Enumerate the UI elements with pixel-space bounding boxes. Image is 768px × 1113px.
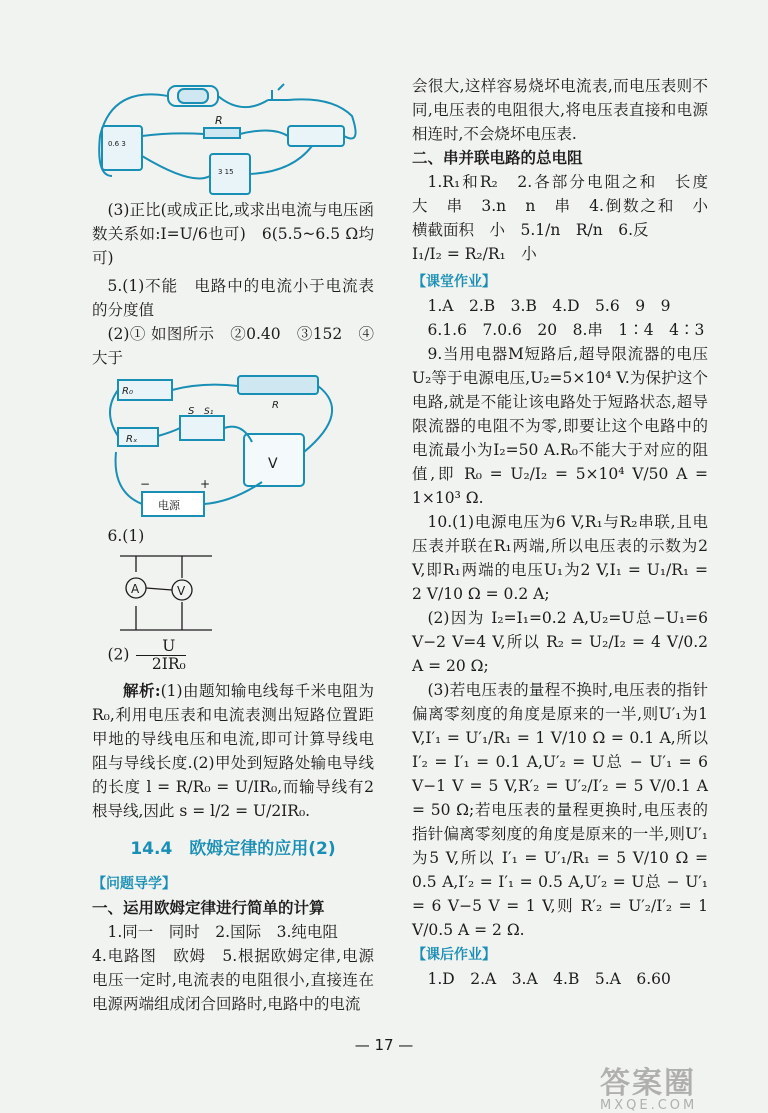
fig2-v-label: V: [268, 456, 278, 472]
classwork-answer-10-2: (2)因为 I₂=I₁=0.2 A,U₂=U总−U₁=6 V−2 V=4 V,所以 R₂ = U₂/I₂ = 4 V/0.2 A = 20 Ω;: [412, 609, 708, 675]
fig1-r-label: R: [215, 114, 223, 127]
fig2-plus-label: +: [200, 477, 211, 491]
series-parallel-answers: 1.R₁和R₂ 2.各部分电阻之和 长度 大 串 3.n n 串 4.倒数之和 小 横截面积 小 5.1/n R/n 6.反: [412, 173, 724, 239]
fig1-volt-scale: 3 15: [218, 168, 234, 176]
answer-6-2-prefix: (2): [107, 645, 130, 664]
page-number: — 17 —: [354, 1036, 414, 1054]
answer-6-1: 6.(1): [107, 527, 145, 545]
subsection-1-title: 一、运用欧姆定律进行简单的计算: [92, 898, 325, 917]
fig2-r0-label: R₀: [122, 386, 133, 397]
answer-5-2: (2)① 如图所示 ②0.40 ③152 ④大于: [92, 325, 374, 367]
fig3-ammeter-label: A: [131, 582, 140, 596]
watermark-logo: [600, 1058, 760, 1113]
analysis-paragraph: [92, 679, 374, 823]
circuit-figure-2: [92, 372, 374, 522]
series-parallel-answers-end: I₁/I₂ = R₂/R₁ 小: [412, 245, 537, 263]
watermark-text: 答案圈: [600, 1066, 696, 1101]
watermark-url: MXQE.COM: [600, 1098, 698, 1113]
answer-6-2: [92, 638, 374, 673]
fig2-minus-label: −: [140, 477, 151, 491]
guide-answers-4: 4.电路图 欧姆 5.根据欧姆定律,电源电压一定时,电流表的电阻很小,直接连在电源两端组成闭合回路时,电路中的电流: [92, 947, 374, 1013]
fig2-s-label: S: [188, 406, 195, 417]
fig1-ammeter-scale: 0.6 3: [108, 140, 126, 148]
fig2-source-label: 电源: [158, 499, 180, 512]
answer-6-2-numerator: U: [136, 638, 185, 656]
circuit-figure-3: [92, 550, 374, 636]
answer-5-1: 5.(1)不能 电路中的电流小于电流表的分度值: [92, 277, 374, 319]
fig2-r-label: R: [272, 400, 279, 411]
fig2-rx-label: Rₓ: [126, 434, 138, 445]
analysis-label: 解析:: [123, 681, 161, 700]
classwork-answer-9: 9.当用电器M短路后,超导限流器的电压U₂等于电源电压,U₂=5×10⁴ V.为保护这个电路,就是不能让该电路处于短路状态,超导限流器的电阻不为零,即要让这个电路中的电流最小为I₂=50 A.R₀不能大于对应的阻值,即 R₀ = U₂/I₂ = 5×10⁴ V/50 A = 1×10³ Ω.: [412, 345, 708, 507]
fig3-voltmeter-label: V: [177, 584, 186, 598]
right-column: [412, 74, 724, 991]
classwork-answer-10-3: (3)若电压表的量程不换时,电压表的指针偏离零刻度的角度是原来的一半,则U′₁为1 V,I′₁ = U′₁/R₁ = 1 V/10 Ω = 0.1 A,所以 I′₂ = I′₁ = 0.1 A,U′₂ = U总 − U′₁ = 6 V−1 V = 5 V,R′₂ = U′₂/I′₂ = 5 V/0.1 A = 50 Ω;若电压表的量程更换时,电压表的指针偏离零刻度的角度是原来的一半,则U′₁为5 V,所以 I′₁ = U′₁/R₁ = 5 V/10 Ω = 0.5 A,I′₂ = I′₁ = 0.5 A,U′₂ = U总 − U′₁ = 6 V−5 V = 1 V,则 R′₂ = U′₂/I′₂ = 1 V/0.5 A = 2 Ω.: [412, 681, 708, 939]
classwork-answer-10-1: 10.(1)电源电压为6 V,R₁与R₂串联,且电压表并联在R₁两端,所以电压表的示数为2 V,即R₁两端的电压U₁为2 V,I₁ = U₁/R₁ = 2 V/10 Ω = 0.2 A;: [412, 513, 708, 603]
problem-guide-tag: 【问题导学】: [92, 876, 176, 892]
analysis-text: (1)由题知输电线每千米电阻为R₀,利用电压表和电流表测出短路位置距甲地的导线电压和电流,即可计算导线电阻与导线长度.(2)甲处到短路处输电导线的长度 l = R/R₀ = U/IR₀,而输导线有2根导线,因此 s = l/2 = U/2IR₀.: [92, 682, 374, 820]
answer-6-2-denominator: 2IR₀: [151, 655, 186, 673]
subsection-2-title: 二、串并联电路的总电阻: [412, 148, 583, 167]
circuit-figure-1: [92, 76, 374, 196]
homework-tag: 【课后作业】: [412, 947, 496, 963]
guide-answers-continued: 会很大,这样容易烧坏电流表,而电压表则不同,电压表的电阻很大,将电压表直接和电源相连时,不会烧坏电压表.: [412, 77, 708, 143]
classwork-answers-6: 6.1.6 7.0.6 20 8.串 1∶4 4∶3: [427, 321, 705, 339]
answer-4-3: (3)正比(或成正比,或求出电流与电压函数关系如:I=U/6也可) 6(5.5~6.5 Ω均可): [92, 201, 374, 267]
answer-6-2-fraction: [136, 638, 185, 673]
classwork-tag: 【课堂作业】: [412, 274, 496, 290]
homework-answers: 1.D 2.A 3.A 4.B 5.A 6.60: [427, 970, 671, 988]
section-title: 14.4 欧姆定律的应用(2): [130, 839, 336, 859]
guide-answers-1: 1.同一 同时 2.国际 3.纯电阻: [107, 923, 338, 941]
classwork-answers-1: 1.A 2.B 3.B 4.D 5.6 9 9: [427, 297, 671, 315]
left-column: [92, 74, 374, 1016]
fig2-s1-label: S₁: [204, 407, 214, 417]
